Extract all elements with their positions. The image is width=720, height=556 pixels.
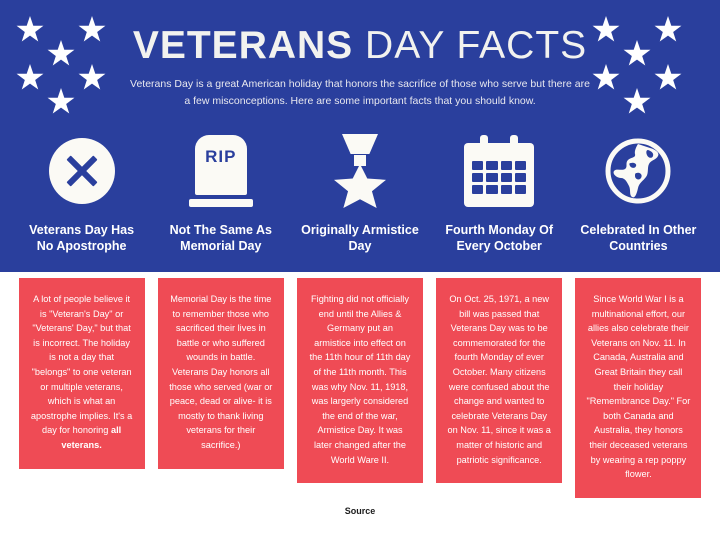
fact-card-2: Memorial Day is the time to remember those who sacrificed their lives in battle or who suffered wounds in battle. Veterans Day honors all those who served (war or peace, dead or alive- it is mostly to thank living veterans for their sacrifice.) <box>158 278 284 469</box>
page-title-bold: VETERANS <box>132 24 354 67</box>
card-slot-2 <box>151 278 290 469</box>
globe-icon <box>604 137 672 205</box>
icon-heading-row <box>12 130 708 254</box>
star-icon <box>623 88 651 116</box>
column-4 <box>430 130 569 254</box>
column-2 <box>151 130 290 254</box>
page-title <box>0 22 720 70</box>
medal-star-icon <box>328 134 392 208</box>
column-heading-2: Not The Same As Memorial Day <box>169 223 272 253</box>
fact-card-3: Fighting did not officially end until the Allies & Germany put an armistice into effect on the 11th hour of 11th day of the 11th month. This was why Nov. 11, 1918, was largerly considered the end of the war, Armistice Day. It was later changed after the World Ware II. <box>297 278 423 483</box>
tombstone-base <box>189 199 253 207</box>
calendar-icon <box>464 135 534 207</box>
column-heading-3: Originally Armistice Day <box>301 223 419 253</box>
circle-x-icon <box>49 138 115 204</box>
icon-slot-3 <box>328 130 392 212</box>
column-3 <box>290 130 429 254</box>
fact-card-1: A lot of people believe it is "Veteran's Day" or "Veterans' Day," but that is incorrect. The holiday is not a day that "belongs" to one veteran or multiple veterans, which is what an apostrophe implies. It's a day for honoring all veterans. <box>19 278 145 469</box>
calendar-grid <box>472 161 526 194</box>
column-heading-4: Fourth Monday Of Every October <box>445 223 554 253</box>
icon-slot-4 <box>464 130 534 212</box>
icon-slot-2 <box>189 130 253 212</box>
star-icon <box>47 88 75 116</box>
card-slot-3 <box>290 278 429 483</box>
medal-star-shape <box>334 164 386 208</box>
column-5 <box>569 130 708 254</box>
fact-card-4: On Oct. 25, 1971, a new bill was passed that Veterans Day was to be commemorated for the fourth Monday of ever October. Many citizens were confused about the change and wanted to celebrate Veterans Day on Nov. 11, since it was a matter of historic and patriotic significance. <box>436 278 562 483</box>
source-label[interactable]: Source <box>344 506 376 516</box>
page-title-light: DAY FACTS <box>353 24 588 67</box>
card-slot-5 <box>569 278 708 498</box>
card-slot-1 <box>12 278 151 469</box>
medal-ribbon <box>342 134 378 154</box>
icon-slot-5 <box>604 130 672 212</box>
column-heading-1: Veterans Day Has No Apostrophe <box>29 223 135 253</box>
page-subtitle: Veterans Day is a great American holiday that honors the sacrifice of those who serve but there are a few misconceptions. Here are some important facts that you should know. <box>130 78 590 107</box>
column-1 <box>12 130 151 254</box>
icon-slot-1 <box>49 130 115 212</box>
tombstone-rip-icon <box>189 135 253 207</box>
fact-card-5: Since World War I is a multinational effort, our allies also celebrate their Veterans on Nov. 11. In Canada, Australia and Great Britain they call their holiday "Remembrance Day." For both Canada and Australia, they honors their deceased veterans by wearing a rep poppy flower. <box>575 278 701 498</box>
fact-cards-row <box>12 278 708 498</box>
hero-banner <box>0 0 720 272</box>
column-heading-5: Celebrated In Other Countries <box>580 223 697 253</box>
card-slot-4 <box>430 278 569 483</box>
tombstone-rip-text: RIP <box>205 147 237 166</box>
